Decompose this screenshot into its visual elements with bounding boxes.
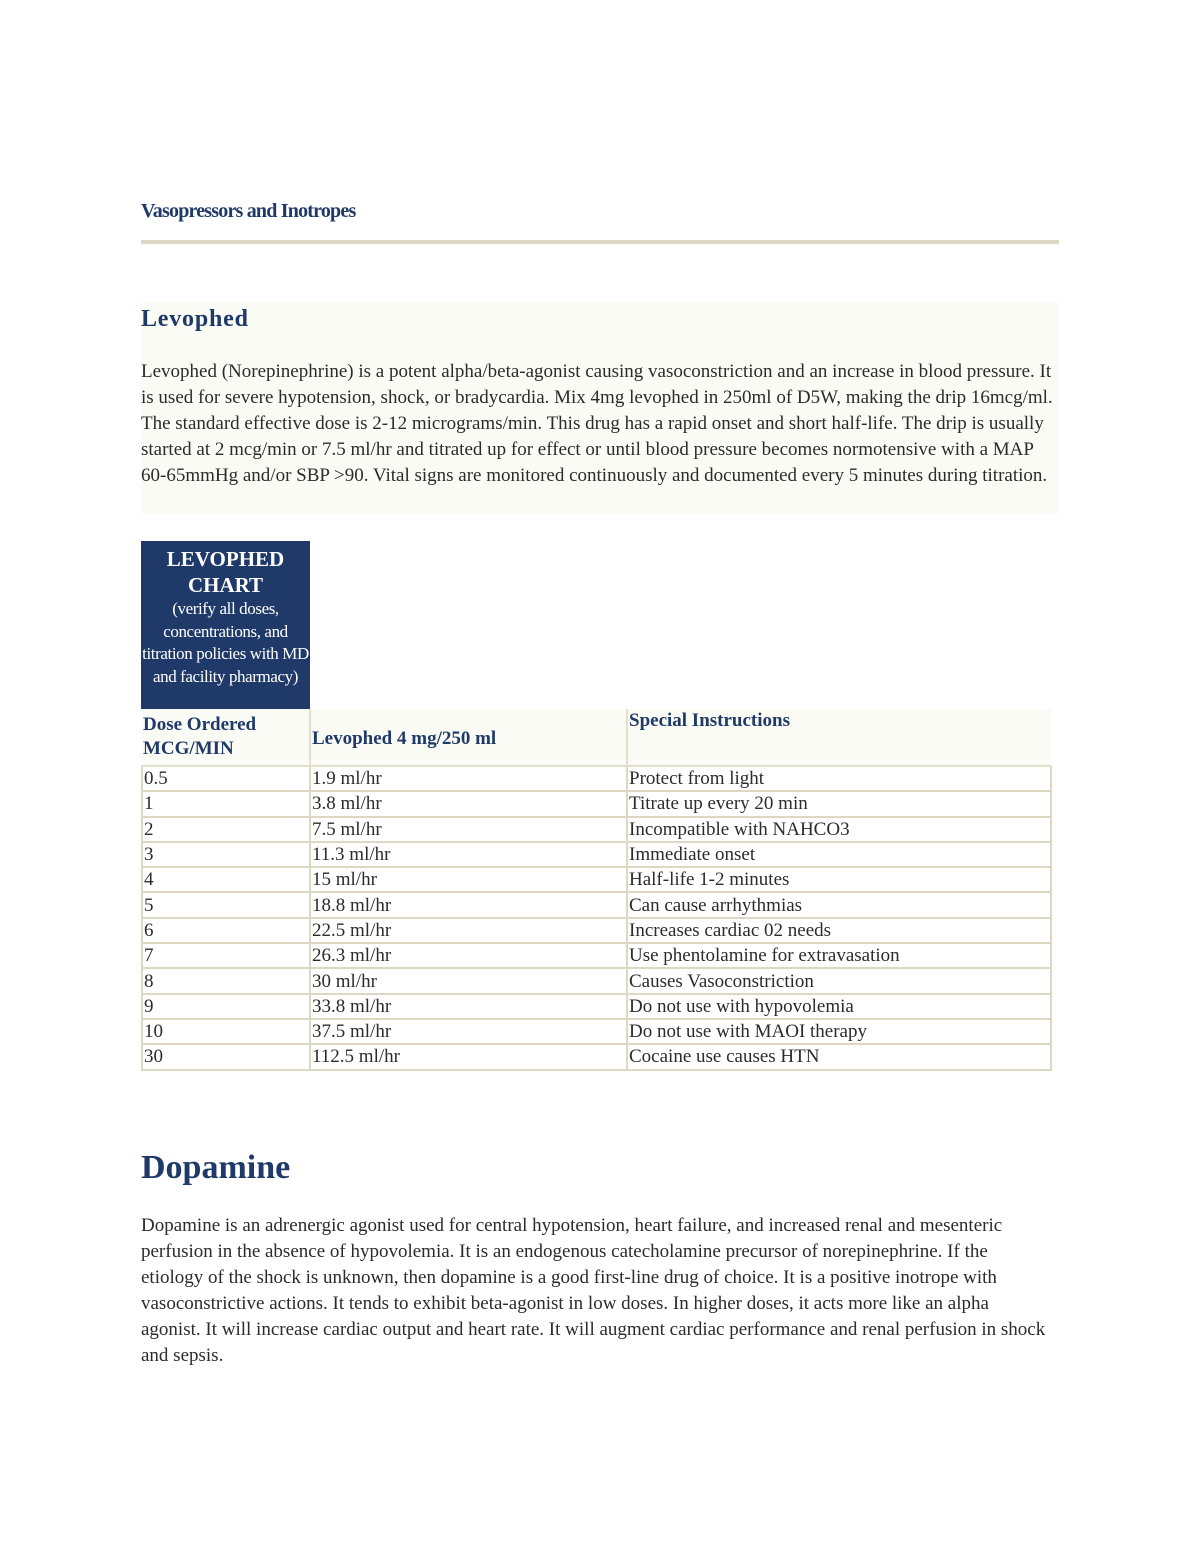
dose-cell: 9 bbox=[142, 994, 310, 1019]
levophed-heading: Levophed bbox=[141, 306, 249, 332]
rate-cell: 33.8 ml/hr bbox=[310, 994, 627, 1019]
table-row bbox=[142, 918, 1051, 943]
levophed-description: Levophed (Norepinephrine) is a potent alpha/beta-agonist causing vasoconstriction and an increase in blood pressure. It is used for severe hypotension, shock, or bradycardia. Mix 4mg levophed in 250ml of D5W, making the drip 16mcg/ml. The standard effective dose is 2-12 micrograms/min. This drug has a rapid onset and short half-life. The drip is usually started at 2 mcg/min or 7.5 ml/hr and titrated up for effect or until blood pressure becomes normotensive with a MAP 60-65mmHg and/or SBP >90. Vital signs are monitored continuously and documented every 5 minutes during titration. bbox=[141, 361, 1053, 486]
dose-cell: 0.5 bbox=[142, 766, 310, 791]
table-header-row bbox=[142, 709, 1051, 766]
table-row bbox=[142, 1044, 1051, 1069]
rate-cell: 18.8 ml/hr bbox=[310, 892, 627, 917]
rate-cell: 11.3 ml/hr bbox=[310, 842, 627, 867]
table-row bbox=[142, 968, 1051, 993]
instruction-cell: Titrate up every 20 min bbox=[627, 791, 1051, 816]
dose-cell: 4 bbox=[142, 867, 310, 892]
header-special-instructions: Special Instructions bbox=[627, 709, 1051, 766]
dopamine-heading: Dopamine bbox=[141, 1149, 291, 1186]
rate-cell: 30 ml/hr bbox=[310, 968, 627, 993]
dose-cell: 10 bbox=[142, 1019, 310, 1044]
dose-cell: 6 bbox=[142, 918, 310, 943]
table-row bbox=[142, 892, 1051, 917]
instruction-cell: Use phentolamine for extravasation bbox=[627, 943, 1051, 968]
title-divider bbox=[141, 240, 1059, 244]
instruction-cell: Can cause arrhythmias bbox=[627, 892, 1051, 917]
dose-cell: 30 bbox=[142, 1044, 310, 1069]
dose-cell: 1 bbox=[142, 791, 310, 816]
table-row bbox=[142, 867, 1051, 892]
table-row bbox=[142, 791, 1051, 816]
dopamine-description: Dopamine is an adrenergic agonist used for central hypotension, heart failure, and increased renal and mesenteric perfusion in the absence of hypovolemia. It is an endogenous catecholamine precursor of norepinephrine. If the etiology of the shock is unknown, then dopamine is a good first-line drug of choice. It is a positive inotrope with vasoconstrictive actions. It tends to exhibit beta-agonist in low doses. In higher doses, it acts more like an alpha agonist. It will increase cardiac output and heart rate. It will augment cardiac performance and renal perfusion in shock and sepsis. bbox=[141, 1215, 1046, 1366]
table-row bbox=[142, 1019, 1051, 1044]
dose-cell: 7 bbox=[142, 943, 310, 968]
instruction-cell: Do not use with hypovolemia bbox=[627, 994, 1051, 1019]
dose-cell: 3 bbox=[142, 842, 310, 867]
table-row bbox=[142, 842, 1051, 867]
chart-banner-note: (verify all doses, concentrations, and titration policies with MD and facility pharmacy) bbox=[142, 599, 309, 686]
table-row bbox=[142, 994, 1051, 1019]
table-row bbox=[142, 766, 1051, 791]
rate-cell: 37.5 ml/hr bbox=[310, 1019, 627, 1044]
dose-cell: 2 bbox=[142, 817, 310, 842]
table-row bbox=[142, 943, 1051, 968]
levophed-section bbox=[141, 302, 1059, 514]
dose-cell: 8 bbox=[142, 968, 310, 993]
rate-cell: 3.8 ml/hr bbox=[310, 791, 627, 816]
instruction-cell: Incompatible with NAHCO3 bbox=[627, 817, 1051, 842]
dose-cell: 5 bbox=[142, 892, 310, 917]
instruction-cell: Cocaine use causes HTN bbox=[627, 1044, 1051, 1069]
instruction-cell: Causes Vasoconstriction bbox=[627, 968, 1051, 993]
instruction-cell: Do not use with MAOI therapy bbox=[627, 1019, 1051, 1044]
header-dose-ordered: Dose Ordered MCG/MIN bbox=[142, 709, 310, 766]
rate-cell: 26.3 ml/hr bbox=[310, 943, 627, 968]
rate-cell: 22.5 ml/hr bbox=[310, 918, 627, 943]
rate-cell: 15 ml/hr bbox=[310, 867, 627, 892]
chart-banner-title: LEVOPHED CHART bbox=[166, 547, 285, 597]
rate-cell: 7.5 ml/hr bbox=[310, 817, 627, 842]
instruction-cell: Immediate onset bbox=[627, 842, 1051, 867]
instruction-cell: Increases cardiac 02 needs bbox=[627, 918, 1051, 943]
page-title: Vasopressors and Inotropes bbox=[141, 200, 356, 222]
levophed-chart-banner bbox=[141, 541, 310, 709]
rate-cell: 112.5 ml/hr bbox=[310, 1044, 627, 1069]
instruction-cell: Protect from light bbox=[627, 766, 1051, 791]
header-levophed-rate: Levophed 4 mg/250 ml bbox=[310, 709, 627, 766]
table-row bbox=[142, 817, 1051, 842]
instruction-cell: Half-life 1-2 minutes bbox=[627, 867, 1051, 892]
levophed-dose-table bbox=[141, 709, 1052, 1071]
rate-cell: 1.9 ml/hr bbox=[310, 766, 627, 791]
